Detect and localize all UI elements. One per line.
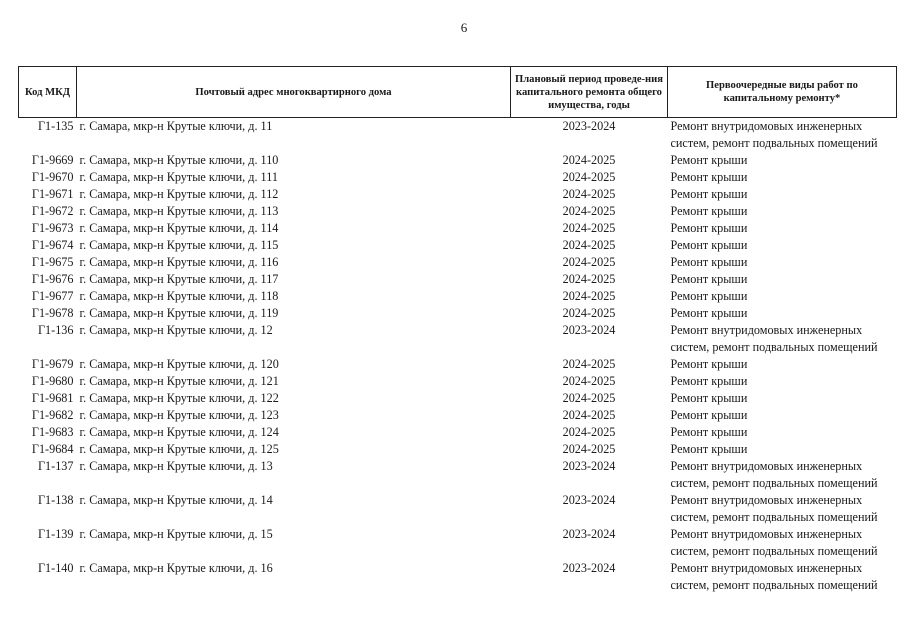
address-cell: г. Самара, мкр-н Крутые ключи, д. 11 [79, 119, 273, 133]
table-row [19, 288, 897, 305]
works-cell: Ремонт крыши [670, 306, 748, 320]
works-cell: Ремонт крыши [670, 289, 748, 303]
address-cell: г. Самара, мкр-н Крутые ключи, д. 120 [79, 357, 279, 371]
table-row [19, 169, 897, 186]
table-row [19, 271, 897, 288]
code-cell: Г1-9675 [31, 255, 74, 269]
table-row [19, 254, 897, 271]
works-cell: Ремонт внутридомовых инженерных систем, ремонт подвальных помещений [670, 459, 878, 490]
works-cell: Ремонт крыши [670, 374, 748, 388]
works-cell: Ремонт внутридомовых инженерных систем, ремонт подвальных помещений [670, 119, 878, 150]
page-number: 6 [460, 20, 468, 35]
address-cell: г. Самара, мкр-н Крутые ключи, д. 112 [79, 187, 279, 201]
period-cell: 2023-2024 [562, 459, 616, 473]
header-works: Первоочередные виды работ по капитальному ремонту* [668, 67, 897, 118]
code-cell: Г1-9684 [31, 442, 74, 456]
table-row [19, 390, 897, 407]
table-row [19, 356, 897, 373]
works-cell: Ремонт внутридомовых инженерных систем, ремонт подвальных помещений [670, 323, 878, 354]
table-row [19, 322, 897, 356]
works-cell: Ремонт крыши [670, 187, 748, 201]
address-cell: г. Самара, мкр-н Крутые ключи, д. 124 [79, 425, 279, 439]
period-cell: 2024-2025 [562, 442, 616, 456]
code-cell: Г1-9673 [31, 221, 74, 235]
address-cell: г. Самара, мкр-н Крутые ключи, д. 15 [79, 527, 273, 541]
period-cell: 2024-2025 [562, 391, 616, 405]
address-cell: г. Самара, мкр-н Крутые ключи, д. 122 [79, 391, 279, 405]
period-cell: 2024-2025 [562, 238, 616, 252]
period-cell: 2023-2024 [562, 323, 616, 337]
table-row [19, 526, 897, 560]
works-cell: Ремонт крыши [670, 391, 748, 405]
period-cell: 2024-2025 [562, 306, 616, 320]
works-cell: Ремонт крыши [670, 272, 748, 286]
table-row [19, 237, 897, 254]
code-cell: Г1-9670 [31, 170, 74, 184]
period-cell: 2024-2025 [562, 425, 616, 439]
table-row [19, 305, 897, 322]
code-cell: Г1-139 [38, 527, 74, 541]
address-cell: г. Самара, мкр-н Крутые ключи, д. 12 [79, 323, 273, 337]
works-cell: Ремонт крыши [670, 238, 748, 252]
period-cell: 2023-2024 [562, 561, 616, 575]
address-cell: г. Самара, мкр-н Крутые ключи, д. 114 [79, 221, 279, 235]
code-cell: Г1-9681 [31, 391, 74, 405]
address-cell: г. Самара, мкр-н Крутые ключи, д. 110 [79, 153, 279, 167]
table-row [19, 220, 897, 237]
table-row [19, 373, 897, 390]
period-cell: 2024-2025 [562, 408, 616, 422]
works-cell: Ремонт крыши [670, 408, 748, 422]
works-cell: Ремонт крыши [670, 153, 748, 167]
code-cell: Г1-9669 [31, 153, 74, 167]
code-cell: Г1-9680 [31, 374, 74, 388]
table-body [19, 118, 897, 595]
works-cell: Ремонт крыши [670, 204, 748, 218]
works-cell: Ремонт крыши [670, 442, 748, 456]
table-header-row [19, 67, 897, 118]
address-cell: г. Самара, мкр-н Крутые ключи, д. 113 [79, 204, 279, 218]
address-cell: г. Самара, мкр-н Крутые ключи, д. 117 [79, 272, 279, 286]
works-cell: Ремонт внутридомовых инженерных систем, ремонт подвальных помещений [670, 493, 878, 524]
table-row [19, 441, 897, 458]
works-cell: Ремонт крыши [670, 255, 748, 269]
address-cell: г. Самара, мкр-н Крутые ключи, д. 123 [79, 408, 279, 422]
period-cell: 2024-2025 [562, 289, 616, 303]
table-row [19, 118, 897, 153]
address-cell: г. Самара, мкр-н Крутые ключи, д. 119 [79, 306, 279, 320]
code-cell: Г1-136 [38, 323, 74, 337]
code-cell: Г1-9676 [31, 272, 74, 286]
period-cell: 2024-2025 [562, 255, 616, 269]
address-cell: г. Самара, мкр-н Крутые ключи, д. 16 [79, 561, 273, 575]
header-period: Плановый период проведе-ния капитального ремонта общего имущества, годы [511, 67, 668, 118]
table-row [19, 186, 897, 203]
period-cell: 2024-2025 [562, 187, 616, 201]
works-cell: Ремонт крыши [670, 221, 748, 235]
period-cell: 2023-2024 [562, 527, 616, 541]
period-cell: 2024-2025 [562, 221, 616, 235]
period-cell: 2024-2025 [562, 272, 616, 286]
code-cell: Г1-135 [38, 119, 74, 133]
address-cell: г. Самара, мкр-н Крутые ключи, д. 118 [79, 289, 279, 303]
works-cell: Ремонт крыши [670, 170, 748, 184]
code-cell: Г1-9671 [31, 187, 74, 201]
table-row [19, 203, 897, 220]
code-cell: Г1-9682 [31, 408, 74, 422]
table-row [19, 458, 897, 492]
address-cell: г. Самара, мкр-н Крутые ключи, д. 121 [79, 374, 279, 388]
repair-plan-table [18, 66, 897, 594]
works-cell: Ремонт крыши [670, 425, 748, 439]
address-cell: г. Самара, мкр-н Крутые ключи, д. 111 [79, 170, 278, 184]
works-cell: Ремонт внутридомовых инженерных систем, ремонт подвальных помещений [670, 527, 878, 558]
code-cell: Г1-9672 [31, 204, 74, 218]
address-cell: г. Самара, мкр-н Крутые ключи, д. 13 [79, 459, 273, 473]
works-cell: Ремонт крыши [670, 357, 748, 371]
address-cell: г. Самара, мкр-н Крутые ключи, д. 115 [79, 238, 279, 252]
code-cell: Г1-9677 [31, 289, 74, 303]
period-cell: 2023-2024 [562, 119, 616, 133]
period-cell: 2024-2025 [562, 170, 616, 184]
period-cell: 2023-2024 [562, 493, 616, 507]
table-row [19, 560, 897, 594]
table-row [19, 492, 897, 526]
address-cell: г. Самара, мкр-н Крутые ключи, д. 125 [79, 442, 279, 456]
table-row [19, 407, 897, 424]
header-address: Почтовый адрес многоквартирного дома [77, 67, 511, 118]
table-row [19, 152, 897, 169]
code-cell: Г1-9679 [31, 357, 74, 371]
period-cell: 2024-2025 [562, 374, 616, 388]
address-cell: г. Самара, мкр-н Крутые ключи, д. 14 [79, 493, 273, 507]
code-cell: Г1-9678 [31, 306, 74, 320]
code-cell: Г1-9683 [31, 425, 74, 439]
header-code: Код МКД [19, 67, 77, 118]
code-cell: Г1-140 [38, 561, 74, 575]
table-row [19, 424, 897, 441]
code-cell: Г1-9674 [31, 238, 74, 252]
address-cell: г. Самара, мкр-н Крутые ключи, д. 116 [79, 255, 279, 269]
works-cell: Ремонт внутридомовых инженерных систем, ремонт подвальных помещений [670, 561, 878, 592]
period-cell: 2024-2025 [562, 357, 616, 371]
period-cell: 2024-2025 [562, 153, 616, 167]
code-cell: Г1-137 [38, 459, 74, 473]
period-cell: 2024-2025 [562, 204, 616, 218]
code-cell: Г1-138 [38, 493, 74, 507]
